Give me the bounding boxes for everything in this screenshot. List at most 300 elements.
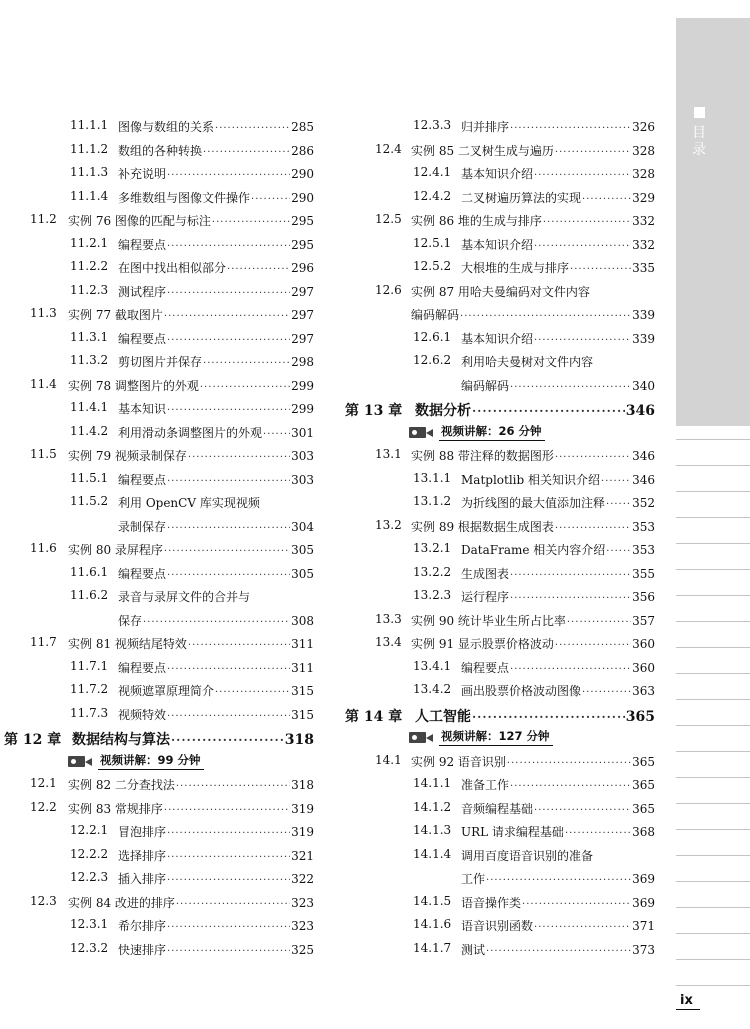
toc-entry-row[interactable] xyxy=(345,866,657,890)
toc-entry-number: 11.6.2 xyxy=(70,588,109,602)
dot-leader xyxy=(507,758,631,769)
toc-entry-title: 数组的各种转换 xyxy=(118,143,203,158)
toc-entry-number: 12.1 xyxy=(30,776,57,790)
toc-entry-row[interactable] xyxy=(345,208,657,232)
toc-entry-title: 生成图表 xyxy=(461,566,510,581)
toc-entry-row[interactable] xyxy=(0,537,318,561)
dot-leader xyxy=(263,429,290,440)
toc-entry-title: 编程要点 xyxy=(118,237,167,252)
toc-entry-title: DataFrame 相关内容介绍 xyxy=(461,543,606,557)
dot-leader xyxy=(167,664,290,675)
toc-entry-number: 11.6.1 xyxy=(70,564,109,579)
toc-entry-row[interactable] xyxy=(345,913,657,937)
dot-leader xyxy=(522,899,631,910)
dot-leader xyxy=(167,170,290,181)
dot-leader xyxy=(582,687,631,698)
dot-leader xyxy=(251,194,290,205)
toc-entry-row[interactable] xyxy=(0,937,318,961)
page-number: ix xyxy=(680,993,693,1008)
toc-entry-title: 希尔排序 xyxy=(118,919,167,933)
dot-leader xyxy=(167,852,290,863)
margin-rule xyxy=(676,855,750,856)
toc-entry-row[interactable] xyxy=(345,843,657,867)
dot-leader xyxy=(565,828,631,839)
toc-video-row[interactable] xyxy=(345,725,657,749)
toc-page-number: 365 xyxy=(625,708,655,725)
sidebar-tab xyxy=(676,18,750,426)
toc-entry-row[interactable] xyxy=(345,937,657,961)
toc-entry-title: 数据结构与算法 xyxy=(72,732,170,748)
dot-leader xyxy=(203,358,290,369)
toc-entry-number: 12.4 xyxy=(375,141,402,156)
toc-entry-row[interactable] xyxy=(345,514,657,538)
toc-entry-number: 12.4.2 xyxy=(413,188,452,203)
toc-entry-row[interactable] xyxy=(345,467,657,491)
toc-entry-row[interactable] xyxy=(0,420,318,444)
toc-page-number: 353 xyxy=(632,543,655,557)
toc-entry-number: 14.1 xyxy=(375,752,402,767)
toc-page-number: 286 xyxy=(291,143,314,158)
toc-entry-row[interactable] xyxy=(0,255,318,279)
toc-page-number: 297 xyxy=(291,308,314,322)
toc-entry-row[interactable] xyxy=(345,185,657,209)
toc-page-number: 365 xyxy=(632,778,655,792)
dot-leader xyxy=(167,476,290,487)
dot-leader xyxy=(215,687,290,698)
toc-entry-row[interactable] xyxy=(0,279,318,303)
toc-entry-number: 11.1.1 xyxy=(70,118,109,132)
dot-leader xyxy=(555,523,631,534)
toc-page-number: 373 xyxy=(632,942,655,957)
toc-entry-number: 11.1.3 xyxy=(70,165,109,179)
toc-entry-title: 剪切图片并保存 xyxy=(118,355,203,369)
dot-leader xyxy=(555,147,631,158)
toc-entry-title: 利用哈夫曼树对文件内容 xyxy=(461,355,594,369)
toc-entry-row[interactable] xyxy=(0,843,318,867)
margin-rule xyxy=(676,673,750,674)
toc-entry-number: 13.2.3 xyxy=(413,588,452,602)
toc-page-number: 353 xyxy=(632,519,655,534)
toc-page-number: 285 xyxy=(291,120,314,134)
video-lecture-label: 视频讲解：127 分钟 xyxy=(439,728,553,746)
toc-entry-row[interactable] xyxy=(345,443,657,467)
toc-entry-row[interactable] xyxy=(0,232,318,256)
toc-entry-title: 工作 xyxy=(461,872,486,886)
toc-entry-number: 12.5.2 xyxy=(413,259,452,273)
toc-entry-number: 12.2.1 xyxy=(70,823,109,837)
toc-entry-number: 14.1.7 xyxy=(413,940,452,955)
dot-leader xyxy=(486,946,631,957)
toc-entry-number: 14.1.3 xyxy=(413,823,452,837)
toc-page-number: 319 xyxy=(291,825,314,839)
toc-entry-title: 利用 OpenCV 库实现视频 xyxy=(118,496,260,510)
dot-leader xyxy=(555,640,631,651)
dot-leader xyxy=(167,711,290,722)
toc-entry-title: 多维数组与图像文件操作 xyxy=(118,190,251,205)
toc-entry-number: 13.1.1 xyxy=(413,470,452,485)
toc-page-number: 325 xyxy=(291,942,314,957)
toc-page-number: 301 xyxy=(291,425,314,440)
toc-entry-number: 11.5.1 xyxy=(70,470,109,485)
toc-entry-row[interactable] xyxy=(0,443,318,467)
toc-entry-title: 实例 81 视频结尾特效 xyxy=(68,637,187,651)
toc-page-number: 371 xyxy=(632,919,655,933)
margin-rule xyxy=(676,621,750,622)
toc-entry-row[interactable] xyxy=(345,655,657,679)
toc-page-number: 340 xyxy=(632,378,655,393)
toc-entry-title: 利用滑动条调整图片的外观 xyxy=(118,425,263,440)
toc-page-number: 356 xyxy=(632,590,655,604)
toc-entry-row[interactable] xyxy=(345,537,657,561)
dot-leader xyxy=(227,264,290,275)
toc-page-number: 323 xyxy=(291,919,314,933)
toc-page-number: 311 xyxy=(291,637,314,651)
toc-entry-row[interactable] xyxy=(0,396,318,420)
toc-entry-title: 快速排序 xyxy=(118,942,167,957)
toc-page-number: 295 xyxy=(291,214,314,228)
dot-leader xyxy=(460,311,631,322)
toc-entry-number: 13.2 xyxy=(375,517,402,532)
toc-entry-title: 实例 79 视频录制保存 xyxy=(68,449,187,463)
toc-entry-row[interactable] xyxy=(0,772,318,796)
toc-entry-title: 录音与录屏文件的合并与 xyxy=(118,590,251,604)
toc-entry-title: 选择排序 xyxy=(118,848,167,863)
toc-entry-row[interactable] xyxy=(345,561,657,585)
toc-entry-number: 11.7 xyxy=(30,635,57,649)
toc-entry-number: 12.3 xyxy=(30,893,57,908)
toc-page-number: 321 xyxy=(291,848,314,863)
toc-entry-number: 11.7.3 xyxy=(70,705,109,720)
dot-leader xyxy=(510,123,631,134)
toc-entry-row[interactable] xyxy=(345,255,657,279)
toc-entry-title: 为折线图的最大值添加注释 xyxy=(461,496,606,510)
dot-leader xyxy=(486,875,631,886)
video-camera-icon xyxy=(409,730,435,744)
sidebar-square-icon xyxy=(694,107,705,118)
dot-leader xyxy=(582,194,631,205)
toc-page-number: 360 xyxy=(632,637,655,651)
toc-entry-row[interactable] xyxy=(345,608,657,632)
dot-leader xyxy=(203,147,290,158)
toc-entry-row[interactable] xyxy=(345,326,657,350)
dot-leader xyxy=(215,123,290,134)
dot-leader xyxy=(472,404,625,418)
video-lecture-label: 视频讲解：99 分钟 xyxy=(98,752,204,770)
toc-entry-number: 第 14 章 xyxy=(345,708,403,725)
margin-rule xyxy=(676,595,750,596)
toc-entry-title: 语音操作类 xyxy=(461,895,522,910)
dot-leader xyxy=(510,382,631,393)
margin-rule xyxy=(676,803,750,804)
toc-page-number: 318 xyxy=(284,732,314,748)
dot-leader xyxy=(143,617,290,628)
toc-entry-row[interactable] xyxy=(0,678,318,702)
toc-entry-row[interactable] xyxy=(345,114,657,138)
toc-entry-row[interactable] xyxy=(0,655,318,679)
toc-entry-row[interactable] xyxy=(0,490,318,514)
toc-page-number: 323 xyxy=(291,895,314,910)
toc-page-number: 335 xyxy=(632,261,655,275)
toc-entry-row[interactable] xyxy=(0,702,318,726)
toc-entry-row[interactable] xyxy=(0,890,318,914)
toc-entry-row[interactable] xyxy=(345,232,657,256)
toc-entry-title: 实例 87 用哈夫曼编码对文件内容 xyxy=(411,284,590,299)
toc-entry-title: 实例 77 截取图片 xyxy=(68,308,163,322)
toc-entry-row[interactable] xyxy=(345,161,657,185)
dot-leader xyxy=(164,805,290,816)
toc-entry-title: 实例 86 堆的生成与排序 xyxy=(411,214,542,228)
toc-page-number: 346 xyxy=(632,472,655,487)
toc-entry-row[interactable] xyxy=(345,890,657,914)
toc-page-number: 303 xyxy=(291,449,314,463)
toc-entry-title: 人工智能 xyxy=(415,708,471,725)
toc-entry-row[interactable] xyxy=(345,279,657,303)
toc-entry-title: 实例 91 显示股票价格波动 xyxy=(411,637,554,651)
toc-page-number: 304 xyxy=(291,519,314,534)
toc-entry-row[interactable] xyxy=(345,138,657,162)
toc-entry-number: 11.2 xyxy=(30,212,57,226)
toc-entry-row[interactable] xyxy=(0,608,318,632)
toc-entry-row[interactable] xyxy=(0,631,318,655)
toc-entry-title: 插入排序 xyxy=(118,872,167,886)
toc-chapter-row[interactable] xyxy=(345,396,657,420)
toc-entry-row[interactable] xyxy=(345,678,657,702)
toc-entry-row[interactable] xyxy=(345,819,657,843)
toc-entry-title: 编码解码 xyxy=(411,308,460,322)
margin-rule xyxy=(676,517,750,518)
toc-video-row[interactable] xyxy=(345,420,657,444)
toc-entry-number: 12.5 xyxy=(375,212,402,226)
dot-leader xyxy=(472,710,625,724)
toc-entry-title: 基本知识介绍 xyxy=(461,331,534,346)
dot-leader xyxy=(601,476,631,487)
toc-entry-title: 实例 82 二分查找法 xyxy=(68,778,175,792)
toc-entry-title: 编程要点 xyxy=(118,472,167,487)
toc-entry-title: 冒泡排序 xyxy=(118,825,167,839)
toc-entry-number: 11.3 xyxy=(30,306,57,320)
margin-rule xyxy=(676,829,750,830)
dot-leader xyxy=(167,828,290,839)
toc-entry-number: 11.2.1 xyxy=(70,235,109,250)
dot-leader xyxy=(555,452,631,463)
toc-entry-row[interactable] xyxy=(0,349,318,373)
toc-entry-number: 13.1 xyxy=(375,447,402,461)
dot-leader xyxy=(167,922,290,933)
dot-leader xyxy=(510,664,631,675)
margin-rule xyxy=(676,699,750,700)
video-camera-icon xyxy=(68,754,94,768)
toc-left-column xyxy=(0,114,318,960)
toc-page-number: 363 xyxy=(632,684,655,698)
toc-entry-title: 补充说明 xyxy=(118,167,167,181)
toc-page-number: 346 xyxy=(625,403,655,419)
toc-entry-row[interactable] xyxy=(0,185,318,209)
toc-entry-number: 14.1.6 xyxy=(413,917,452,931)
video-lecture-link[interactable] xyxy=(68,752,204,770)
toc-page-number: 315 xyxy=(291,684,314,698)
toc-page-number: 346 xyxy=(632,449,655,463)
toc-page-number: 311 xyxy=(291,660,314,675)
toc-entry-number: 12.2.2 xyxy=(70,846,109,861)
toc-page-number: 326 xyxy=(632,120,655,134)
toc-page-number: 365 xyxy=(632,801,655,816)
toc-entry-row[interactable] xyxy=(345,302,657,326)
toc-entry-row[interactable] xyxy=(0,796,318,820)
sidebar-label: 目录 xyxy=(692,125,706,158)
dot-leader xyxy=(510,593,631,604)
dot-leader xyxy=(534,922,631,933)
toc-entry-number: 13.3 xyxy=(375,611,402,626)
toc-entry-row[interactable] xyxy=(0,584,318,608)
toc-entry-number: 13.2.2 xyxy=(413,564,452,579)
toc-entry-row[interactable] xyxy=(0,373,318,397)
toc-page-number: 369 xyxy=(632,895,655,910)
toc-page-number: 365 xyxy=(632,754,655,769)
toc-entry-row[interactable] xyxy=(345,490,657,514)
toc-entry-title: 编程要点 xyxy=(461,660,510,675)
toc-entry-title: 运行程序 xyxy=(461,590,510,604)
toc-entry-title: 实例 85 二叉树生成与遍历 xyxy=(411,143,554,158)
toc-entry-row[interactable] xyxy=(0,161,318,185)
dot-leader xyxy=(534,170,631,181)
dot-leader xyxy=(176,781,290,792)
toc-entry-title: 视频遮罩原理简介 xyxy=(118,684,215,698)
dot-leader xyxy=(510,781,631,792)
toc-entry-row[interactable] xyxy=(0,302,318,326)
toc-entry-number: 11.2.2 xyxy=(70,259,109,273)
toc-entry-row[interactable] xyxy=(0,138,318,162)
dot-leader xyxy=(200,382,290,393)
toc-entry-row[interactable] xyxy=(345,584,657,608)
toc-entry-number: 11.4.1 xyxy=(70,400,109,414)
toc-entry-number: 12.3.1 xyxy=(70,917,109,931)
dot-leader xyxy=(167,241,290,252)
margin-rule xyxy=(676,959,750,960)
toc-entry-number: 11.5 xyxy=(30,447,57,461)
toc-entry-row[interactable] xyxy=(345,631,657,655)
toc-entry-row[interactable] xyxy=(0,561,318,585)
video-lecture-link[interactable] xyxy=(409,423,545,441)
toc-page-number: 329 xyxy=(632,190,655,205)
toc-entry-row[interactable] xyxy=(0,514,318,538)
toc-entry-title: 调用百度语音识别的准备 xyxy=(461,848,594,863)
toc-page-number: 298 xyxy=(291,355,314,369)
toc-chapter-row[interactable] xyxy=(0,725,318,749)
toc-entry-number: 第 12 章 xyxy=(4,732,62,748)
toc-entry-title: 编程要点 xyxy=(118,566,167,581)
toc-entry-title: 测试程序 xyxy=(118,284,167,299)
toc-page-number: 305 xyxy=(291,566,314,581)
toc-right-column xyxy=(345,114,657,960)
toc-entry-number: 12.6 xyxy=(375,282,402,297)
toc-entry-row[interactable] xyxy=(0,114,318,138)
video-lecture-label: 视频讲解：26 分钟 xyxy=(439,423,545,441)
toc-page-number: 332 xyxy=(632,214,655,228)
toc-entry-number: 14.1.4 xyxy=(413,846,452,861)
toc-entry-row[interactable] xyxy=(0,819,318,843)
toc-entry-row[interactable] xyxy=(345,772,657,796)
toc-page-number: 296 xyxy=(291,261,314,275)
toc-entry-row[interactable] xyxy=(345,749,657,773)
toc-entry-number: 12.3.3 xyxy=(413,118,452,132)
margin-rule xyxy=(676,907,750,908)
toc-page-number: 297 xyxy=(291,331,314,346)
toc-video-row[interactable] xyxy=(0,749,318,773)
dot-leader xyxy=(543,217,631,228)
toc-page-number: 303 xyxy=(291,472,314,487)
margin-rule xyxy=(676,725,750,726)
toc-entry-number: 11.3.1 xyxy=(70,329,109,344)
toc-page-number: 290 xyxy=(291,167,314,181)
toc-page-number: 328 xyxy=(632,143,655,158)
toc-entry-row[interactable] xyxy=(0,208,318,232)
toc-entry-title: 语音识别函数 xyxy=(461,919,534,933)
toc-page-number: 308 xyxy=(291,613,314,628)
toc-entry-title: 准备工作 xyxy=(461,778,510,792)
toc-entry-number: 13.2.1 xyxy=(413,541,452,555)
toc-entry-row[interactable] xyxy=(345,349,657,373)
toc-entry-title: 录制保存 xyxy=(118,519,167,534)
dot-leader xyxy=(164,546,290,557)
video-lecture-link[interactable] xyxy=(409,728,553,746)
page-number-rule xyxy=(676,1009,700,1010)
toc-entry-title: 二叉树遍历算法的实现 xyxy=(461,190,582,205)
dot-leader xyxy=(167,288,290,299)
dot-leader xyxy=(171,733,284,747)
toc-entry-title: URL 请求编程基础 xyxy=(461,825,564,839)
margin-rule xyxy=(676,933,750,934)
dot-leader xyxy=(167,335,290,346)
margin-rule xyxy=(676,465,750,466)
toc-entry-title: 保存 xyxy=(118,613,143,628)
dot-leader xyxy=(167,946,290,957)
toc-page-number: 339 xyxy=(632,331,655,346)
toc-entry-number: 11.4.2 xyxy=(70,423,109,438)
toc-entry-row[interactable] xyxy=(0,913,318,937)
toc-entry-row[interactable] xyxy=(0,326,318,350)
dot-leader xyxy=(164,311,290,322)
toc-entry-number: 11.7.1 xyxy=(70,658,109,673)
dot-leader xyxy=(167,875,290,886)
toc-entry-number: 12.2 xyxy=(30,799,57,814)
toc-entry-number: 12.4.1 xyxy=(413,165,452,179)
toc-entry-title: 图像与数组的关系 xyxy=(118,120,215,134)
toc-entry-title: 实例 78 调整图片的外观 xyxy=(68,378,199,393)
toc-page-number: 368 xyxy=(632,825,655,839)
toc-entry-row[interactable] xyxy=(0,866,318,890)
toc-entry-title: 归并排序 xyxy=(461,120,510,134)
toc-entry-row[interactable] xyxy=(345,373,657,397)
toc-chapter-row[interactable] xyxy=(345,702,657,726)
toc-page-number: 360 xyxy=(632,660,655,675)
toc-entry-title: 画出股票价格波动图像 xyxy=(461,684,582,698)
toc-entry-title: 基本知识介绍 xyxy=(461,237,534,252)
toc-page-number: 318 xyxy=(291,778,314,792)
toc-entry-number: 12.3.2 xyxy=(70,940,109,955)
toc-entry-title: 数据分析 xyxy=(415,403,471,419)
toc-entry-number: 11.4 xyxy=(30,376,57,391)
toc-entry-title: 视频特效 xyxy=(118,707,167,722)
toc-entry-title: 实例 83 常规排序 xyxy=(68,801,163,816)
toc-entry-row[interactable] xyxy=(345,796,657,820)
toc-entry-title: 实例 76 图像的匹配与标注 xyxy=(68,214,211,228)
toc-page-number: 369 xyxy=(632,872,655,886)
toc-entry-number: 11.1.2 xyxy=(70,141,109,156)
toc-entry-row[interactable] xyxy=(0,467,318,491)
toc-entry-number: 11.2.3 xyxy=(70,282,109,297)
toc-page-number: 352 xyxy=(632,496,655,510)
toc-page-number: 332 xyxy=(632,237,655,252)
